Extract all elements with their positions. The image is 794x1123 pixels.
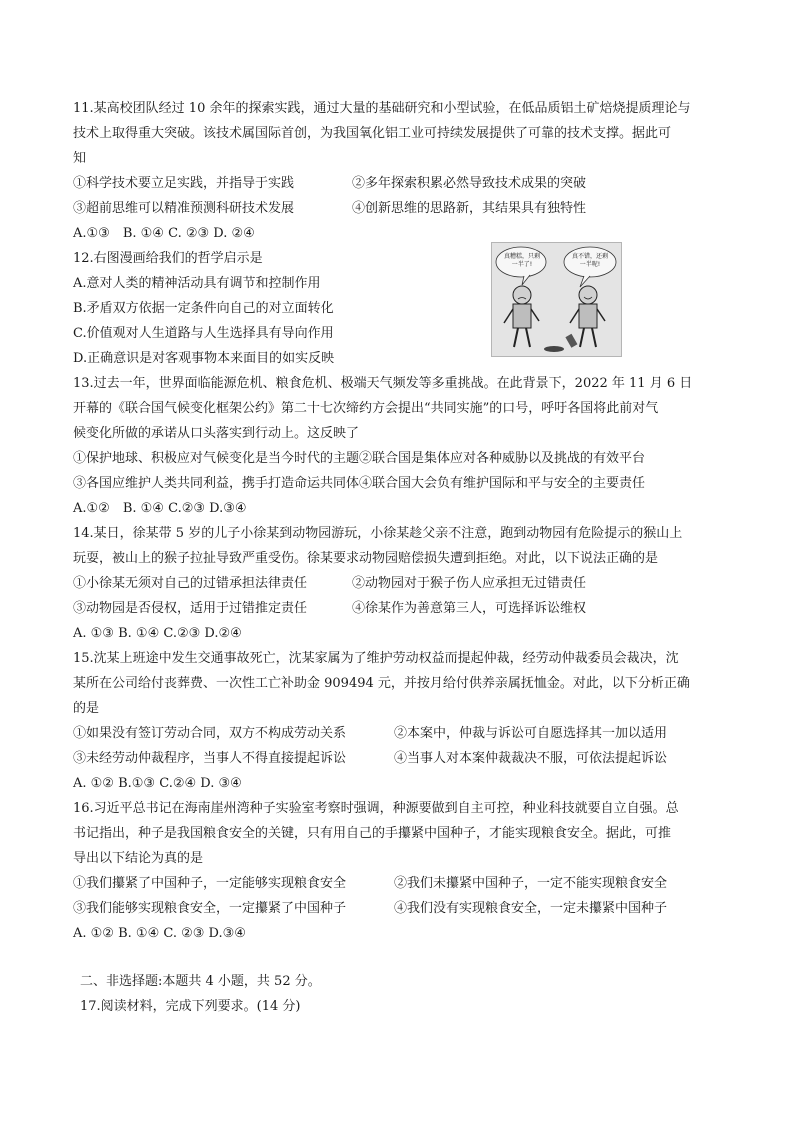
q16-option-2: ②我们未攥紧中国种子，一定不能实现粮食安全 [394, 876, 668, 891]
q17-stem: 17.阅读材料，完成下列要求。(14 分) [80, 999, 301, 1014]
q15-option-4: ④当事人对本案仲裁裁决不服，可依法提起诉讼 [394, 751, 668, 766]
q13-options-34: ③各国应维护人类共同利益，携手打造命运共同体④联合国大会负有维护国际和平与安全的主要责任 [73, 476, 646, 491]
q15-stem-line3: 的是 [73, 701, 100, 716]
q14-stem-line2: 玩耍，被山上的猴子拉扯导致严重受伤。徐某要求动物园赔偿损失遭到拒绝。对此，以下说法正确的是 [73, 551, 659, 566]
q16-option-4: ④我们没有实现粮食安全，一定未攥紧中国种子 [394, 901, 668, 916]
q15-option-1: ①如果没有签订劳动合同，双方不构成劳动关系 [73, 726, 347, 741]
q14-option-3: ③动物园是否侵权，适用于过错推定责任 [73, 601, 308, 616]
q15-option-2: ②本案中，仲裁与诉讼可自愿选择其一加以适用 [394, 726, 668, 741]
q13-stem-line3: 候变化所做的承诺从口头落实到行动上。这反映了 [73, 426, 360, 441]
q11-stem-line2: 技术上取得重大突破。该技术属国际首创，为我国氧化铝工业可持续发展提供了可靠的技术支撑。据此可 [73, 126, 672, 141]
speech-bubble-right-text: 真不错，还剩一半呢! [572, 253, 609, 268]
q11-option-1: ①科学技术要立足实践，并指导于实践 [73, 176, 295, 191]
q15-stem-line2: 某所在公司给付丧葬费、一次性工亡补助金 909494 元，并按月给付供养亲属抚恤金。对此，以下分析正确 [73, 676, 690, 691]
q16-option-3: ③我们能够实现粮食安全，一定攥紧了中国种子 [73, 901, 347, 916]
section-2-heading: 二、非选择题:本题共 4 小题，共 52 分。 [80, 974, 321, 989]
q14-stem-line1: 14.某日，徐某带 5 岁的儿子小徐某到动物园游玩，小徐某趁父亲不注意，跑到动物园有危险提示的猴山上 [73, 526, 683, 541]
q12-cartoon-image [491, 242, 622, 357]
q14-option-4: ④徐某作为善意第三人，可选择诉讼维权 [352, 601, 587, 616]
q15-choices: A. ①② B.①③ C.②④ D. ③④ [73, 776, 242, 791]
q16-stem-line3: 导出以下结论为真的是 [73, 851, 204, 866]
q15-option-3: ③未经劳动仲裁程序，当事人不得直接提起诉讼 [73, 751, 347, 766]
q16-stem-line2: 书记指出，种子是我国粮食安全的关键，只有用自己的手攥紧中国种子，才能实现粮食安全。据此，可推 [73, 826, 672, 841]
q11-stem-line3: 知 [73, 151, 87, 166]
q12-choice-b: B.矛盾双方依据一定条件向自己的对立面转化 [73, 301, 334, 316]
q11-option-4: ④创新思维的思路新，其结果具有独特性 [352, 201, 587, 216]
q12-choice-c: C.价值观对人生道路与人生选择具有导向作用 [73, 326, 334, 341]
q12-choice-d: D.正确意识是对客观事物本来面目的如实反映 [73, 351, 335, 366]
q11-option-2: ②多年探索积累必然导致技术成果的突破 [352, 176, 587, 191]
q12-choice-a: A.意对人类的精神活动具有调节和控制作用 [73, 276, 321, 291]
q13-stem-line2: 开幕的《联合国气候变化框架公约》第二十七次缔约方会提出“共同实施”的口号，呼吁各国将此前对气 [73, 401, 659, 416]
q14-option-1: ①小徐某无须对自己的过错承担法律责任 [73, 576, 308, 591]
q12-stem: 12.右图漫画给我们的哲学启示是 [73, 251, 263, 266]
speech-bubble-left-text: 真糟糕，只剩一半了! [504, 253, 541, 268]
q16-option-1: ①我们攥紧了中国种子，一定能够实现粮食安全 [73, 876, 347, 891]
q11-choices: A.①③ B. ①④ C. ②③ D. ②④ [73, 226, 255, 241]
q16-choices: A. ①② B. ①④ C. ②③ D.③④ [73, 926, 246, 941]
puddle-shape [544, 346, 564, 352]
q14-option-2: ②动物园对于猴子伤人应承担无过错责任 [352, 576, 587, 591]
q13-stem-line1: 13.过去一年，世界面临能源危机、粮食危机、极端天气频发等多重挑战。在此背景下，2022 年 11 月 6 日 [73, 376, 693, 391]
q15-stem-line1: 15.沈某上班途中发生交通事故死亡，沈某家属为了维护劳动权益而提起仲裁，经劳动仲裁委员会裁决，沈 [73, 651, 679, 666]
q16-stem-line1: 16.习近平总书记在海南崖州湾种子实验室考察时强调，种源要做到自主可控，种业科技就要自立自强。总 [73, 801, 679, 816]
q14-choices: A. ①③ B. ①④ C.②③ D.②④ [73, 626, 242, 641]
q11-option-3: ③超前思维可以精准预测科研技术发展 [73, 201, 295, 216]
q11-stem-line1: 11.某高校团队经过 10 余年的探索实践，通过大量的基础研究和小型试验，在低品质铝土矿焙烧提质理论与 [73, 101, 691, 116]
q13-choices: A.①② B. ①④ C.②③ D.③④ [73, 501, 247, 516]
q13-options-12: ①保护地球、积极应对气候变化是当今时代的主题②联合国是集体应对各种威胁以及挑战的有效平台 [73, 451, 646, 466]
